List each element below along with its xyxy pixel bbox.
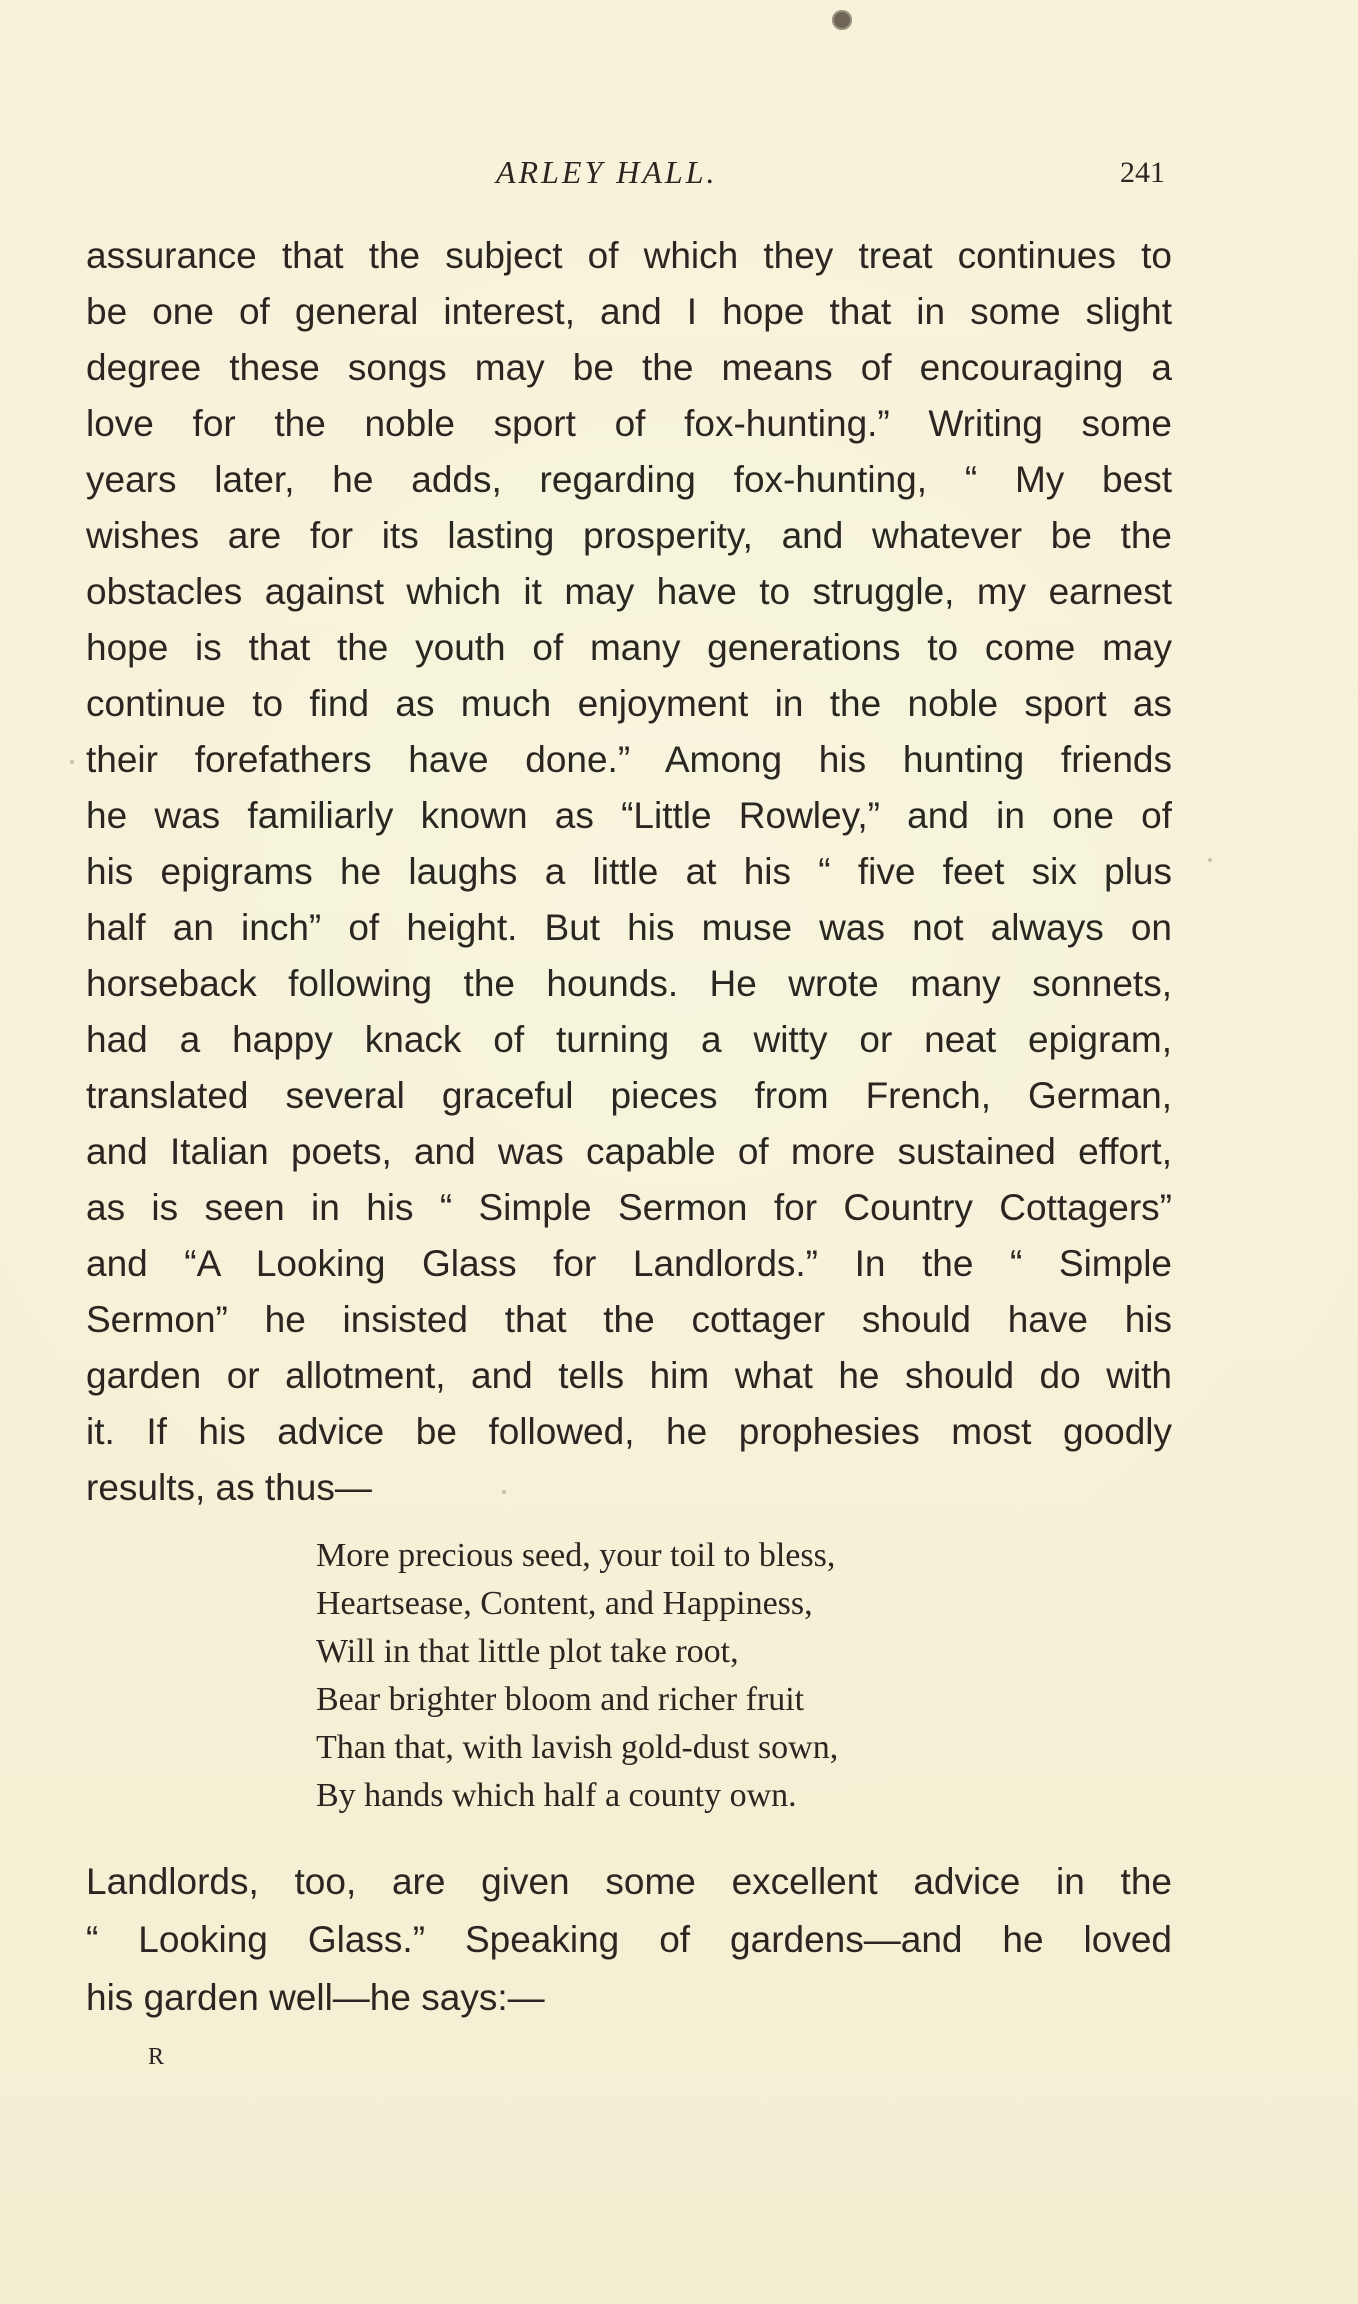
- text-line: his garden well—he says:—: [86, 1977, 545, 2018]
- text-line: as is seen in his “ Simple Sermon for Country Cottagers”: [86, 1187, 1172, 1228]
- text-line: assurance that the subject of which they treat continues to: [86, 235, 1172, 276]
- running-head: ARLEY HALL.: [496, 154, 718, 190]
- paper-speck: [70, 760, 74, 764]
- text-line: garden or allotment, and tells him what he should do with: [86, 1355, 1172, 1396]
- verse-line: More precious seed, your toil to bless,: [316, 1537, 836, 1574]
- text-line: degree these songs may be the means of encouraging a: [86, 347, 1172, 388]
- text-line: and Italian poets, and was capable of more sustained effort,: [86, 1131, 1172, 1172]
- signature-mark: R: [148, 2044, 166, 2070]
- text-line: he was familiarly known as “Little Rowley,” and in one of: [86, 795, 1172, 836]
- text-line: obstacles against which it may have to struggle, my earnest: [86, 571, 1172, 612]
- verse-line: Than that, with lavish gold-dust sown,: [316, 1729, 839, 1766]
- text-line: hope is that the youth of many generations to come may: [86, 627, 1172, 668]
- text-line: “ Looking Glass.” Speaking of gardens—and he loved: [86, 1919, 1172, 1960]
- text-line: Landlords, too, are given some excellent advice in the: [86, 1861, 1172, 1902]
- verse-line: Bear brighter bloom and richer fruit: [316, 1681, 805, 1718]
- text-line: love for the noble sport of fox-hunting.” Writing some: [86, 403, 1172, 444]
- text-line: horseback following the hounds. He wrote many sonnets,: [86, 963, 1172, 1004]
- text-line: be one of general interest, and I hope that in some slight: [86, 291, 1172, 332]
- text-line: years later, he adds, regarding fox-hunting, “ My best: [86, 459, 1172, 500]
- text-line: Sermon” he insisted that the cottager should have his: [86, 1299, 1172, 1340]
- paper-speck: [502, 1490, 506, 1494]
- verse-line: Will in that little plot take root,: [316, 1633, 739, 1670]
- verse-line: Heartsease, Content, and Happiness,: [316, 1585, 813, 1622]
- text-line: results, as thus—: [86, 1467, 372, 1508]
- page-number: 241: [1120, 156, 1165, 189]
- text-line: it. If his advice be followed, he prophesies most goodly: [86, 1411, 1172, 1452]
- text-line: continue to find as much enjoyment in the noble sport as: [86, 683, 1172, 724]
- binding-hole: [832, 10, 852, 30]
- text-line: his epigrams he laughs a little at his “ five feet six plus: [86, 851, 1172, 892]
- verse-line: By hands which half a county own.: [316, 1777, 797, 1814]
- text-line: half an inch” of height. But his muse was not always on: [86, 907, 1172, 948]
- text-line: wishes are for its lasting prosperity, and whatever be the: [86, 515, 1172, 556]
- text-line: had a happy knack of turning a witty or neat epigram,: [86, 1019, 1172, 1060]
- text-line: their forefathers have done.” Among his hunting friends: [86, 739, 1172, 780]
- text-line: and “A Looking Glass for Landlords.” In the “ Simple: [86, 1243, 1172, 1284]
- paper-speck: [1208, 858, 1212, 862]
- text-line: translated several graceful pieces from French, German,: [86, 1075, 1172, 1116]
